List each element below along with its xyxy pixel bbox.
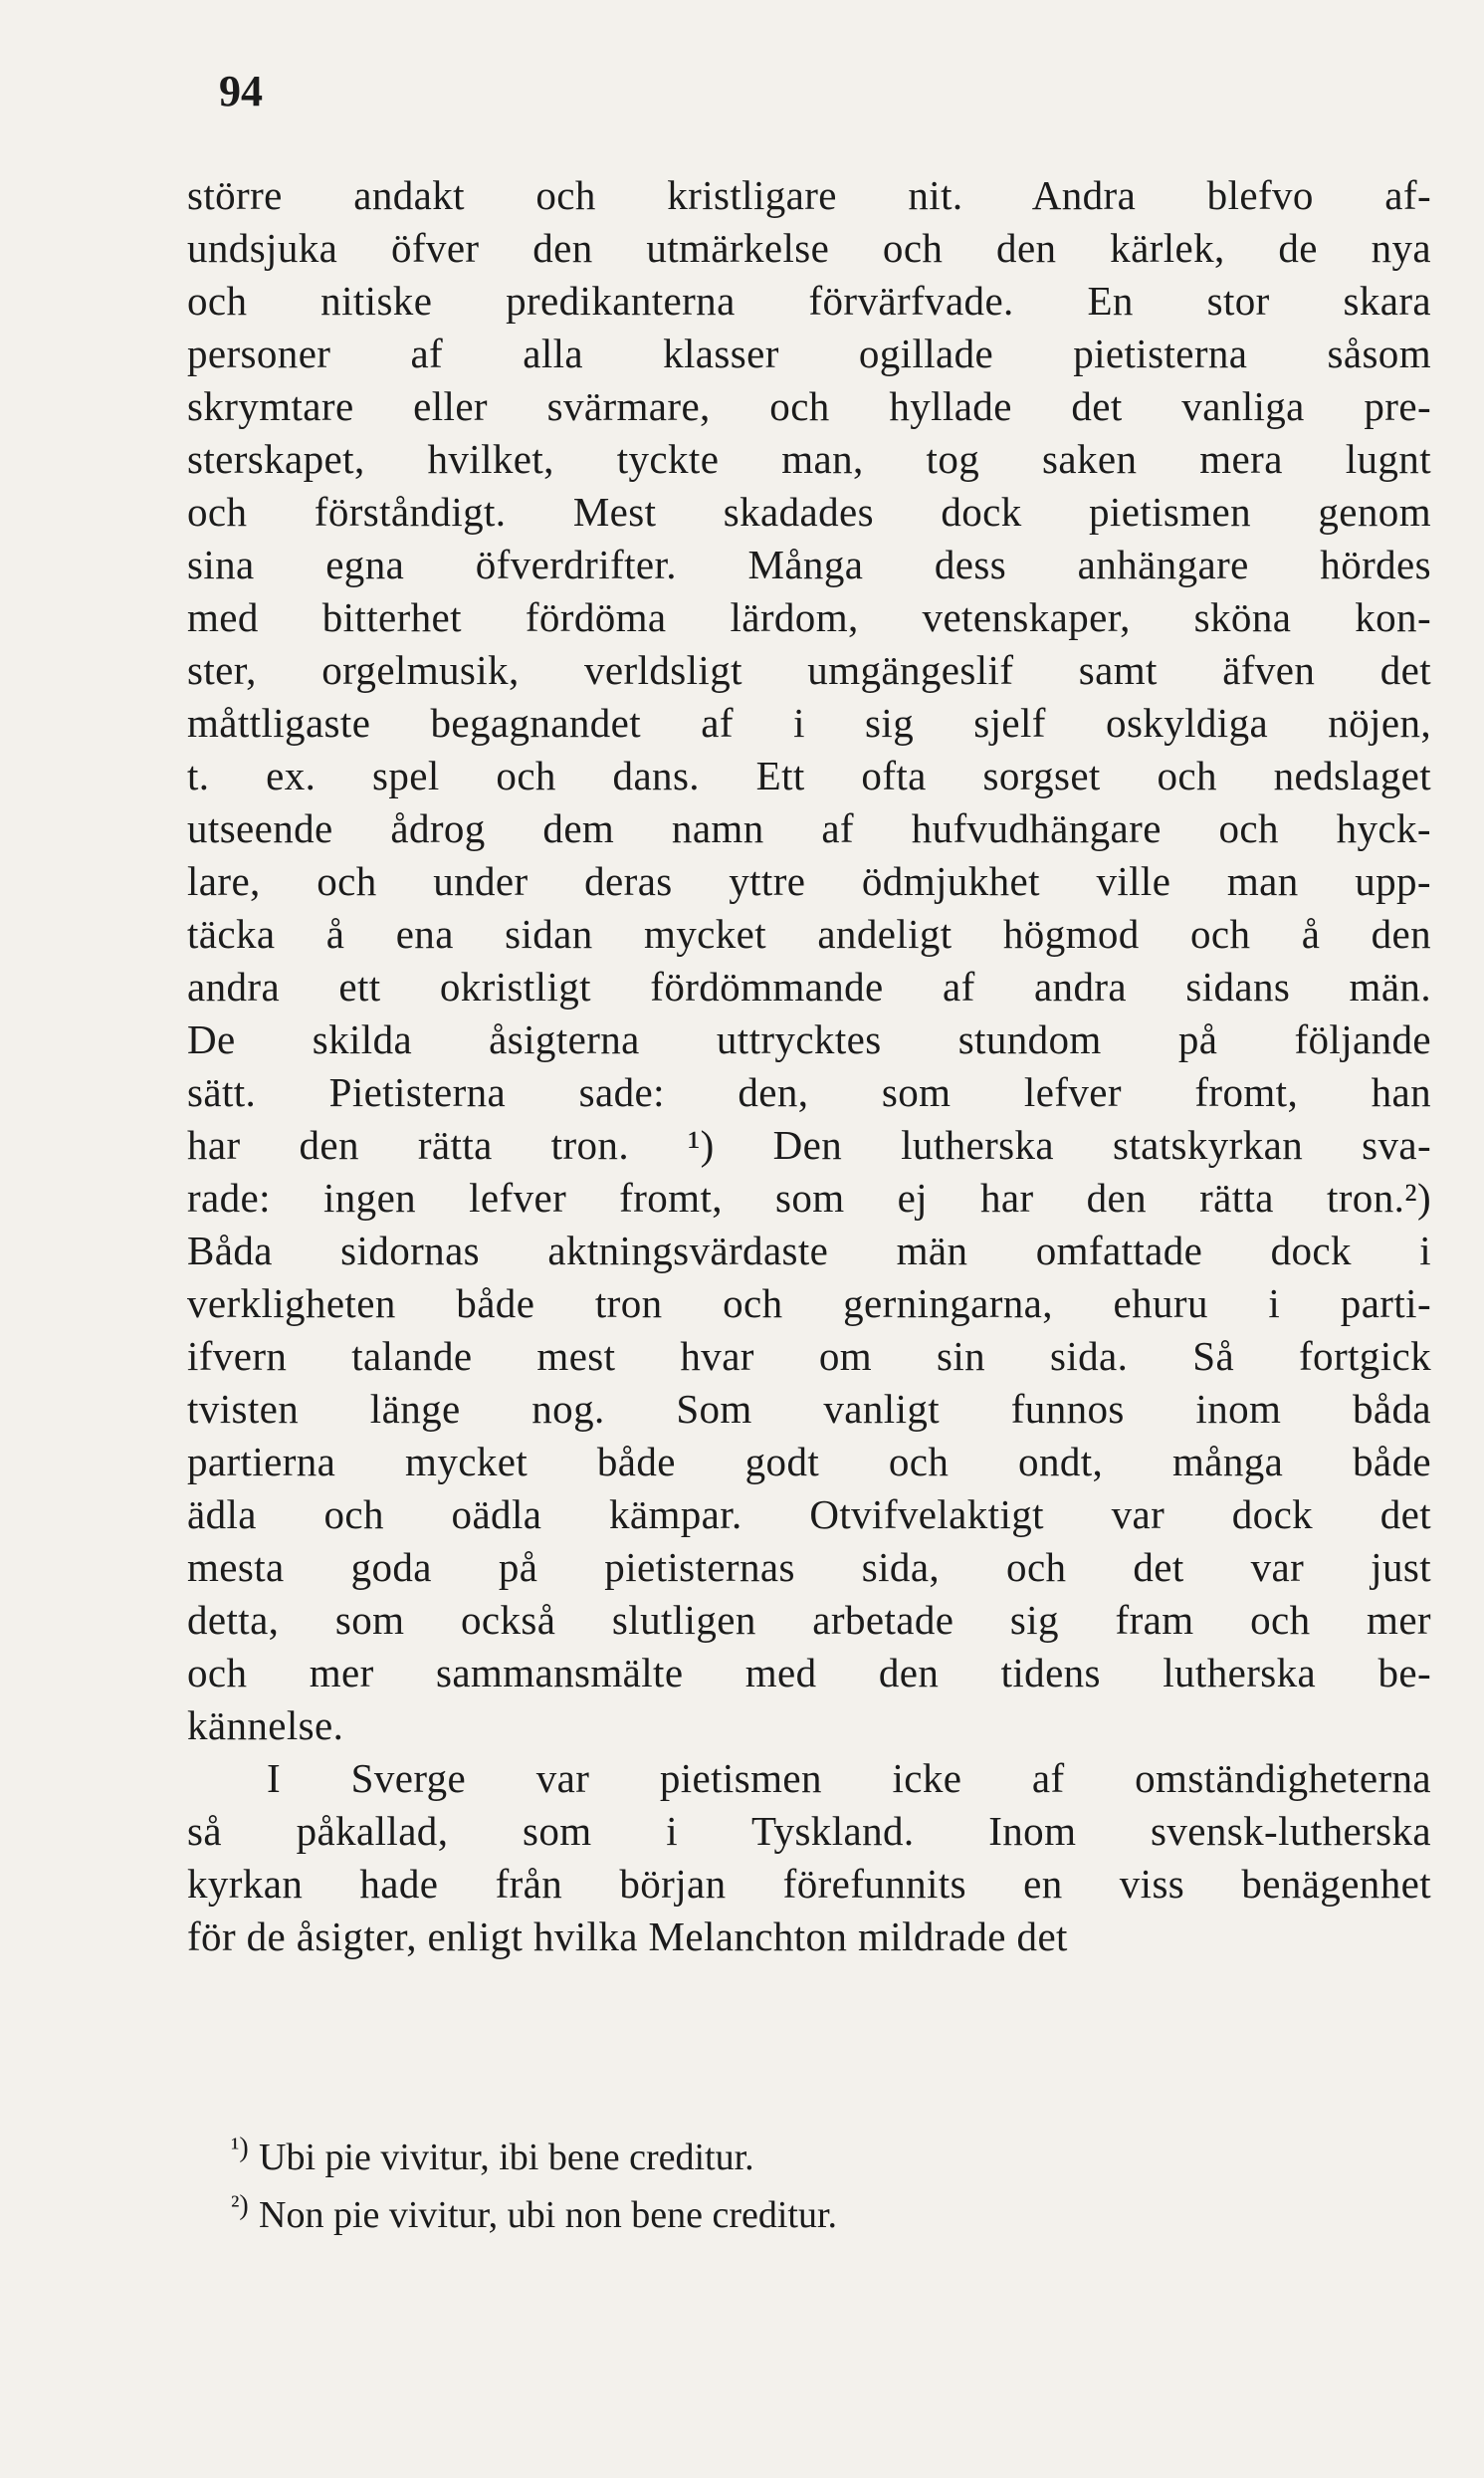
text-line: andra ett okristligt fördömmande af andra sidans män. <box>187 964 1431 1010</box>
footnote-mark: ²) <box>231 2190 249 2221</box>
text-line: sterskapet, hvilket, tyckte man, tog saken mera lugnt <box>187 436 1431 482</box>
footnote <box>231 2129 1326 2186</box>
text-line: ädla och oädla kämpar. Otvifvelaktigt var dock det <box>187 1491 1431 1537</box>
text-line: sina egna öfverdrifter. Många dess anhängare hördes <box>187 542 1431 587</box>
footnote <box>231 2186 1326 2244</box>
text-line: täcka å ena sidan mycket andeligt högmod och å den <box>187 911 1431 957</box>
footnote-text: Ubi pie vivitur, ibi bene creditur. <box>259 2137 754 2178</box>
text-line: har den rätta tron. ¹) Den lutherska statskyrkan sva- <box>187 1122 1431 1168</box>
text-line: detta, som också slutligen arbetade sig fram och mer <box>187 1597 1431 1643</box>
text-line: t. ex. spel och dans. Ett ofta sorgset och nedslaget <box>187 753 1431 798</box>
text-line: mesta goda på pietisternas sida, och det var just <box>187 1544 1431 1590</box>
text-line: utseende ådrog dem namn af hufvudhängare och hyck- <box>187 805 1431 851</box>
text-line: undsjuka öfver den utmärkelse och den kärlek, de nya <box>187 225 1431 271</box>
text-line: och förståndigt. Mest skadades dock pietismen genom <box>187 489 1431 535</box>
text-line: personer af alla klasser ogillade pietisterna såsom <box>187 331 1431 376</box>
text-line: ifvern talande mest hvar om sin sida. Så fortgick <box>187 1333 1431 1379</box>
text-line: kännelse. <box>187 1702 344 1748</box>
text-line: måttligaste begagnandet af i sig sjelf oskyldiga nöjen, <box>187 700 1431 746</box>
text-line: med bitterhet fördöma lärdom, vetenskaper, sköna kon- <box>187 594 1431 640</box>
text-line: verkligheten både tron och gerningarna, ehuru i parti- <box>187 1280 1431 1326</box>
text-line: lare, och under deras yttre ödmjukhet ville man upp- <box>187 858 1431 904</box>
text-line: så påkallad, som i Tyskland. Inom svensk-lutherska <box>187 1808 1431 1854</box>
footnote-text: Non pie vivitur, ubi non bene creditur. <box>259 2194 838 2236</box>
text-line: större andakt och kristligare nit. Andra blefvo af- <box>187 172 1431 218</box>
body-text <box>187 169 1431 1963</box>
text-line: sätt. Pietisterna sade: den, som lefver fromt, han <box>187 1069 1431 1115</box>
text-line: för de åsigter, enligt hvilka Melanchton mildrade det <box>187 1914 1068 1959</box>
text-line: ster, orgelmusik, verldsligt umgängeslif samt äfven det <box>187 647 1431 693</box>
footnotes <box>231 2129 1326 2244</box>
text-line: partierna mycket både godt och ondt, många både <box>187 1439 1431 1484</box>
text-line: tvisten länge nog. Som vanligt funnos inom båda <box>187 1386 1431 1432</box>
text-line: rade: ingen lefver fromt, som ej har den rätta tron.²) <box>187 1175 1431 1221</box>
page-number: 94 <box>219 67 263 115</box>
text-line: och mer sammansmälte med den tidens lutherska be- <box>187 1650 1431 1695</box>
footnote-mark: ¹) <box>231 2133 249 2163</box>
text-line: och nitiske predikanterna förvärfvade. En stor skara <box>187 278 1431 324</box>
text-line: kyrkan hade från början förefunnits en viss benägenhet <box>187 1861 1431 1907</box>
text-line: I Sverge var pietismen icke af omständigheterna <box>267 1755 1431 1801</box>
text-line: skrymtare eller svärmare, och hyllade det vanliga pre- <box>187 383 1431 429</box>
text-line: Båda sidornas aktningsvärdaste män omfattade dock i <box>187 1228 1431 1273</box>
text-line: De skilda åsigterna uttrycktes stundom på följande <box>187 1016 1431 1062</box>
